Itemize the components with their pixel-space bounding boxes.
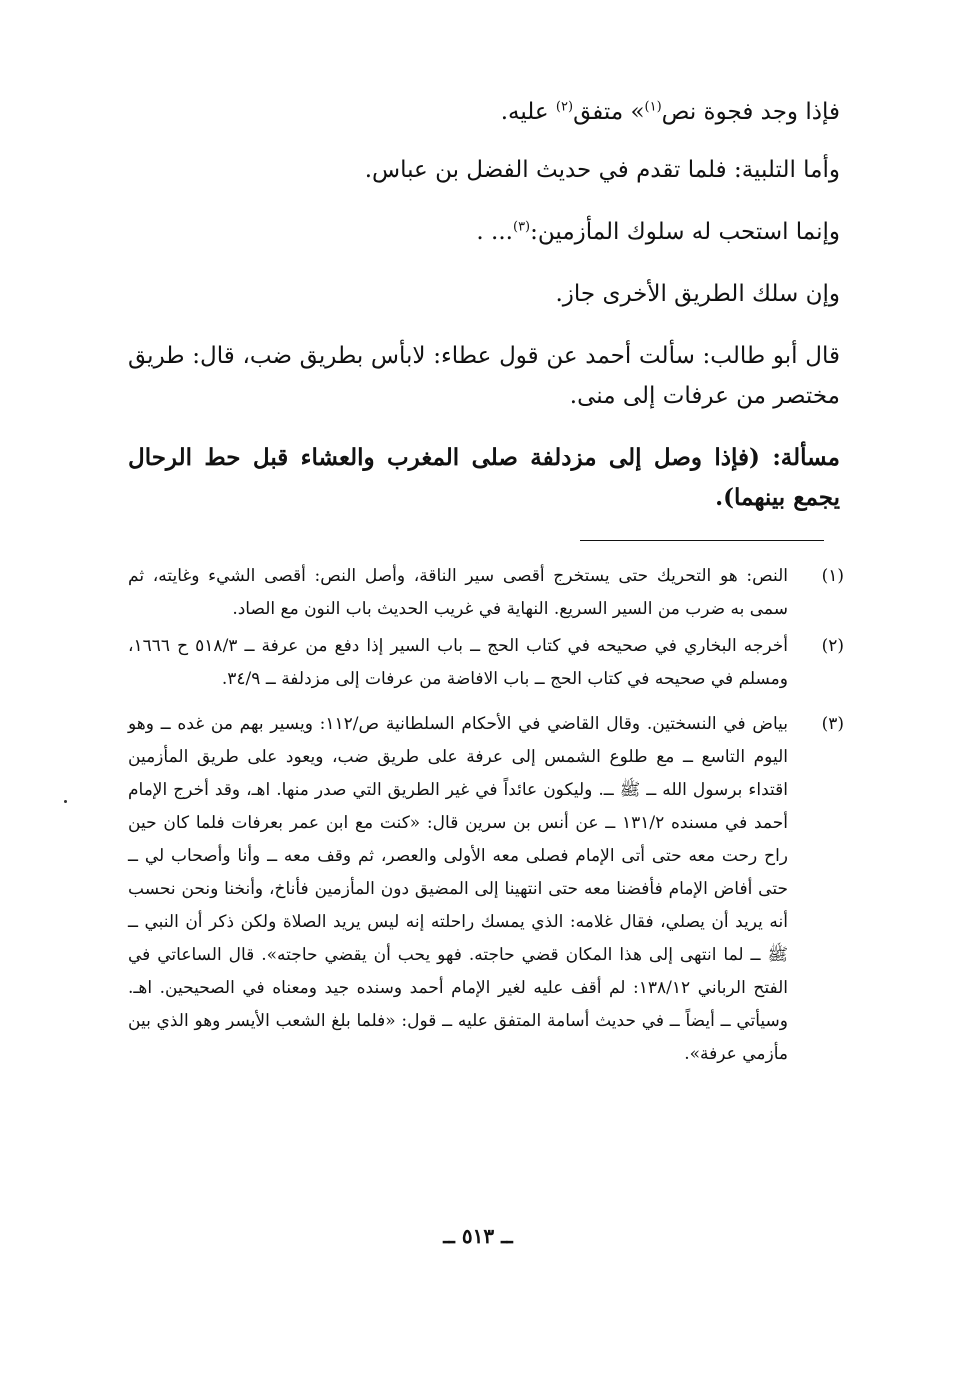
footnote-text: بياض في النسختين. وقال القاضي في الأحكام السلطانية ص/١١٢: ويسير بهم من غده ــ وهو اليوم التاسع ــ مع طلوع الشمس إلى عرفة على طريق ضب، ويعود على طريق المأزمين اقتداء برسول الله ــ ﷺ ــ. وليكون عائداً في غير الطريق التي صدر منها. اهـ، وقد أخرج الإمام أحمد في مسنده ١٣١/٢ ــ عن أنس بن سرين قال: «كنت مع ابن عمر بعرفات فلما كان حين راح رحت معه حتى أتى الإمام فصلى معه الأولى والعصر، ثم وقف معه ــ وأنا وأصحاب لي ــ حتى أفاض الإمام فأفضنا معه حتى انتهينا إلى المضيق دون المأزمين فأناخ، وأنخنا ونحن نحسب أنه يريد أن يصلي، فقال غلامه: الذي يمسك راحلته إنه ليس يريد الصلاة ولكن ذكر أن النبي ــ ﷺ ــ لما انتهى إلى هذا المكان قضي حاجته. فهو يحب أن يقضي حاجته». قال الساعاتي في الفتح الرباني ١٣٨/١٢: لم أقف عليه لغير الإمام أحمد وسنده جيد ومعناه في الصحيحين. اهـ. وسيأتي ــ أيضاً ــ في حديث أسامة المتفق عليه ــ قول: «فلما بلغ الشعب الأيسر وهو الذي بين مأزمي عرفة».	[128, 714, 788, 1064]
p1-text: فإذا وجد فجوة نص	[661, 99, 840, 125]
paragraph-6	[128, 438, 840, 518]
footnote-text: النص: هو التحريك حتى يستخرج أقصى سير الناقة، وأصل النص: أقصى الشيء وغايته، ثم سمى به ضرب من السير السريع. النهاية في غريب الحديث باب النون مع الصاد.	[128, 566, 788, 619]
scan-speck	[64, 800, 67, 803]
footnote-1	[128, 560, 844, 626]
footnote-number: (٣)	[821, 714, 844, 734]
footnote-3	[128, 708, 844, 1071]
footnotes	[128, 560, 844, 1075]
footnote-2	[128, 630, 844, 696]
p1-mid: » متفق	[573, 99, 645, 125]
masala-text: (فإذا وصل إلى مزدلفة صلى المغرب والعشاء قبل حط الرحال يجمع بينهما).	[128, 444, 840, 511]
footnote-text: أخرجه البخاري في صحيحه في كتاب الحج ــ باب السير إذا دفع من عرفة ــ ٥١٨/٣ ح ١٦٦٦، ومسلم في صحيحه في كتاب الحج ــ باب الافاضة من عرفات إلى مزدلفة ــ ٣٤/٩.	[128, 636, 788, 689]
main-text	[128, 92, 840, 540]
p1-end: عليه.	[500, 99, 556, 125]
footnote-ref-1: (١)	[644, 99, 662, 115]
footnote-separator	[580, 540, 824, 541]
paragraph-5: قال أبو طالب: سألت أحمد عن قول عطاء: لابأس بطريق ضب، قال: طريق مختصر من عرفات إلى منى.	[128, 343, 840, 409]
page-number: ــ ٥١٣ ــ	[443, 1224, 513, 1248]
paragraph-4: وإن سلك الطريق الأخرى جاز.	[555, 281, 840, 307]
masala-label: مسألة:	[772, 444, 840, 471]
paragraph-2: وأما التلبية: فلما تقدم في حديث الفضل بن عباس.	[364, 157, 840, 183]
footnote-ref-3: (٣)	[512, 219, 531, 235]
footnote-ref-2: (٢)	[555, 99, 574, 115]
footnote-number: (٢)	[821, 636, 844, 656]
paragraph-3	[128, 212, 840, 252]
p3-text: وإنما استحب له سلوك المأزمين:	[530, 219, 840, 245]
p3-end: ... .	[476, 219, 513, 245]
paragraph-1	[128, 92, 840, 132]
footnote-number: (١)	[821, 566, 844, 586]
